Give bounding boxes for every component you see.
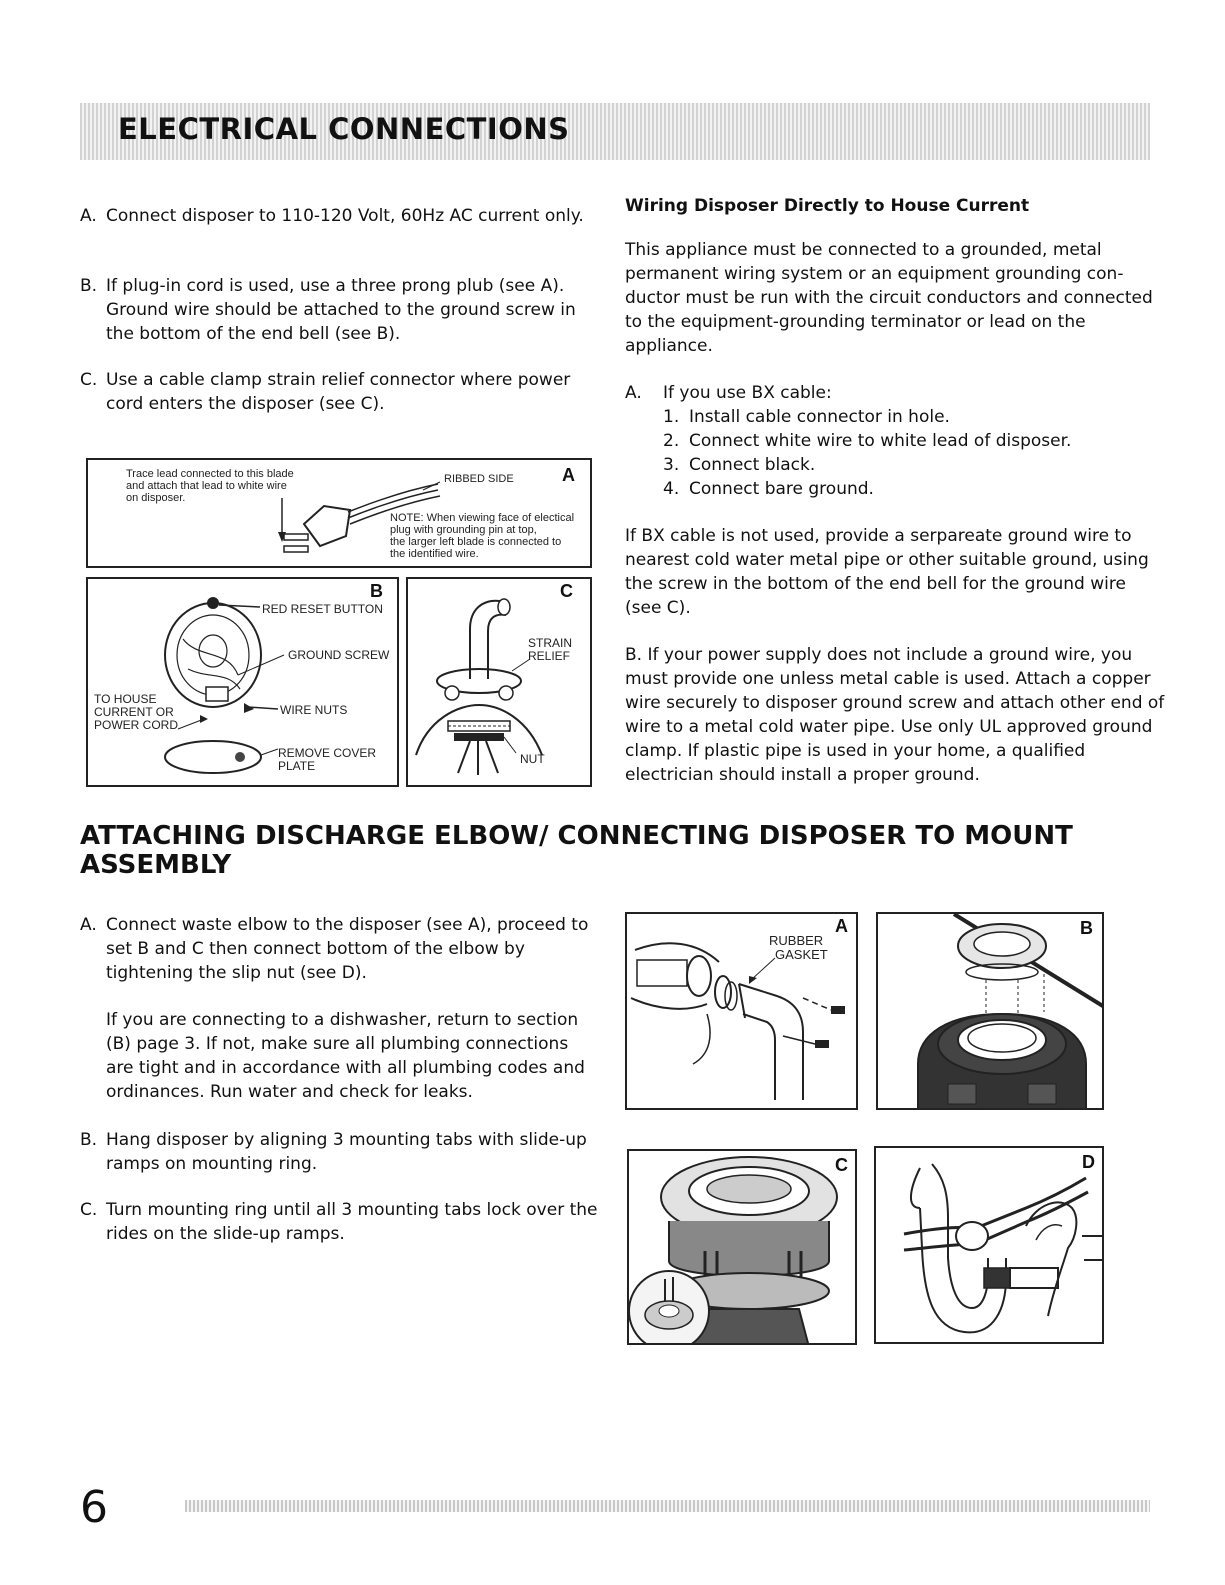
house-current-line-2: CURRENT OR	[94, 705, 174, 719]
house-current-line-1: TO HOUSE	[94, 692, 157, 706]
step-number: 3.	[663, 455, 680, 475]
step-number: 2.	[663, 431, 680, 451]
bx-step-3	[663, 453, 1163, 477]
bx-step-4	[663, 477, 1163, 501]
figure-letter: C	[835, 1155, 848, 1175]
step-text: Connect white wire to white lead of disposer.	[689, 431, 1072, 451]
electrical-item-a	[80, 204, 600, 228]
figure-letter: B	[370, 581, 383, 601]
figure-letter: B	[1080, 918, 1093, 938]
figure-end-bell	[86, 577, 399, 787]
elbow-illustration	[627, 914, 858, 1110]
rubber-gasket-line-2: GASKET	[775, 947, 828, 962]
wire-nuts-label: WIRE NUTS	[280, 703, 348, 717]
nut-label: NUT	[520, 752, 545, 766]
figure-mount-tabs	[876, 912, 1104, 1110]
rubber-gasket-line-1: RUBBER	[769, 933, 824, 948]
ground-wire-paragraph: B. If your power supply does not include a ground wire, you must provide one unless metal cable is used. Attach a copper wire securely to disposer ground screw and attach other end of wire to a metal cold water pipe. Use only UL approved ground clamp. If plastic pipe is used in your home, a qualified electrician should install a proper ground.	[625, 645, 1165, 785]
trace-note-line-1: Trace lead connected to this blade	[126, 468, 294, 480]
step-number: 1.	[663, 407, 680, 427]
note-line-1: NOTE: When viewing face of electical	[390, 512, 575, 524]
slip-nut-illustration	[876, 1148, 1104, 1344]
figure-letter: A	[562, 465, 575, 485]
ground-screw-label: GROUND SCREW	[288, 648, 390, 662]
bx-cable-item	[625, 381, 1165, 405]
attaching-item-b	[80, 1128, 600, 1176]
section-title-electrical: ELECTRICAL CONNECTIONS	[118, 112, 570, 146]
wiring-heading: Wiring Disposer Directly to House Current	[625, 196, 1030, 216]
dishwasher-note: If you are connecting to a dishwasher, return to section (B) page 3. If not, make sure all plumbing connections are tight and in accordance with all plumbing codes and ordinances. Run water and check for leaks.	[106, 1010, 585, 1102]
remove-cover-line-2: PLATE	[278, 759, 316, 773]
no-bx-paragraph: If BX cable is not used, provide a serpareate ground wire to nearest cold water metal pipe or other suitable ground, using the screw in the bottom of the end bell for the ground wire (see C).	[625, 526, 1149, 618]
figure-mounting-ring	[627, 1149, 857, 1345]
strain-relief-line-1: STRAIN	[528, 636, 573, 650]
section-title-attaching-line-2: ASSEMBLY	[80, 850, 232, 880]
step-text: Install cable connector in hole.	[689, 407, 950, 427]
item-text: Use a cable clamp strain relief connector where power cord enters the disposer (see C).	[106, 370, 571, 414]
remove-cover-line-1: REMOVE COVER	[278, 746, 377, 760]
page-number: 6	[80, 1482, 108, 1533]
electrical-item-c	[80, 368, 600, 416]
figure-plug	[86, 458, 592, 568]
item-label: B.	[80, 1130, 98, 1150]
ribbed-side-label: RIBBED SIDE	[444, 473, 514, 485]
wiring-intro: This appliance must be connected to a grounded, metal permanent wiring system or an equipment grounding con-ductor must be run with the circuit conductors and connected to the equipment-grounding terminator or lead on the appliance.	[625, 240, 1153, 356]
section-title-attaching-line-1: ATTACHING DISCHARGE ELBOW/ CONNECTING DISPOSER TO MOUNT	[80, 821, 1073, 851]
trace-note-line-2: and attach that lead to white wire	[126, 480, 287, 492]
item-text: Connect waste elbow to the disposer (see A), proceed to set B and C then connect bottom of the elbow by tightening the slip nut (see D).	[106, 915, 589, 983]
figure-letter: A	[835, 916, 848, 936]
bx-step-1	[663, 405, 1163, 429]
red-reset-label: RED RESET BUTTON	[262, 602, 383, 616]
section-banner	[80, 103, 1150, 160]
figure-letter: D	[1082, 1152, 1095, 1172]
item-label: A.	[625, 383, 642, 403]
figure-slip-nut	[874, 1146, 1104, 1344]
figure-letter: C	[560, 581, 573, 601]
item-text: If you use BX cable:	[663, 383, 832, 403]
item-text: Turn mounting ring until all 3 mounting tabs lock over the rides on the slide-up ramps.	[106, 1200, 598, 1244]
note-line-3: the larger left blade is connected to	[390, 536, 562, 548]
note-line-4: the identified wire.	[390, 548, 479, 560]
attaching-item-c	[80, 1198, 600, 1246]
mounting-ring-illustration	[629, 1151, 857, 1345]
electrical-item-b	[80, 274, 600, 346]
step-text: Connect bare ground.	[689, 479, 874, 499]
item-text: Hang disposer by aligning 3 mounting tabs with slide-up ramps on mounting ring.	[106, 1130, 587, 1174]
item-text: If plug-in cord is used, use a three prong plub (see A). Ground wire should be attached to the ground screw in the bottom of the end bell (see B).	[106, 276, 576, 344]
item-label: C.	[80, 370, 98, 390]
figure-discharge-elbow	[625, 912, 858, 1110]
step-number: 4.	[663, 479, 680, 499]
item-label: B.	[80, 276, 98, 296]
trace-note-line-3: on disposer.	[126, 492, 186, 504]
strain-relief-line-2: RELIEF	[528, 649, 571, 663]
note-line-2: plug with grounding pin at top,	[390, 524, 537, 536]
house-current-line-3: POWER CORD	[94, 718, 178, 732]
item-label: A.	[80, 915, 97, 935]
item-text: Connect disposer to 110-120 Volt, 60Hz AC current only.	[106, 206, 584, 226]
item-label: A.	[80, 206, 97, 226]
figure-strain-relief	[406, 577, 592, 787]
step-text: Connect black.	[689, 455, 816, 475]
strain-relief-illustration	[408, 579, 592, 787]
mount-illustration	[878, 914, 1104, 1110]
item-label: C.	[80, 1200, 98, 1220]
footer-bar	[185, 1500, 1150, 1512]
attaching-item-a	[80, 913, 600, 985]
bx-step-2	[663, 429, 1163, 453]
